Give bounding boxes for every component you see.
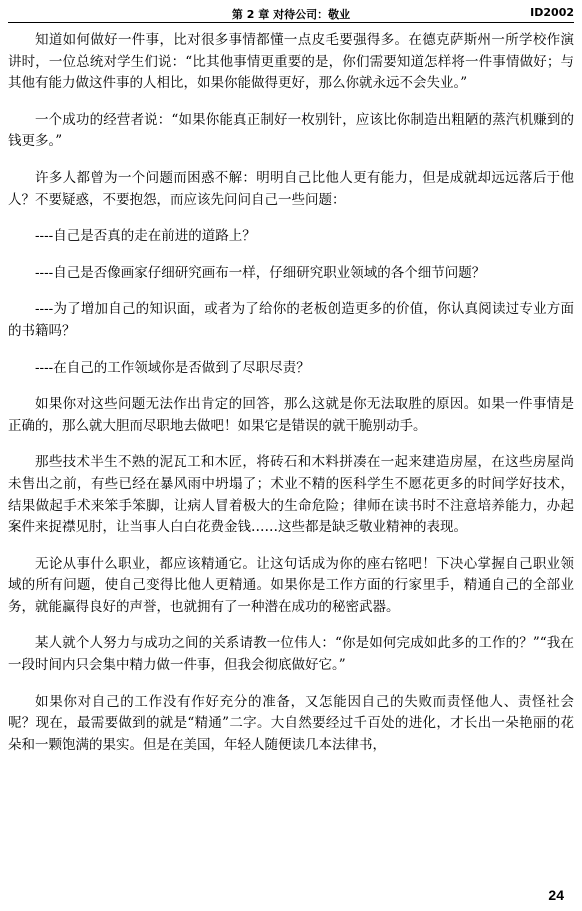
paragraph: 知道如何做好一件事，比对很多事情都懂一点皮毛要强得多。在德克萨斯州一所学校作演讲时，一位总统对学生们说：“比其他事情更重要的是，你们需要知道怎样将一件事情做好；与其他有能力做这件事的人相比，如果你能做得更好，那么你就永远不会失业。” xyxy=(8,32,574,92)
paragraph: 那些技术半生不熟的泥瓦工和木匠，将砖石和木料拼凑在一起来建造房屋，在这些房屋尚未售出之前，有些已经在暴风雨中坍塌了；术业不精的医科学生不愿花更多的时间学好技术，结果做起手术来笨手笨脚，让病人冒着极大的生命危险；律师在读书时不注意培养能力，办起案件来捉襟见肘，让当事人白白花费金钱……这些都是缺乏敬业精神的表现。 xyxy=(8,454,574,536)
paragraph: 如果你对自己的工作没有作好充分的准备，又怎能因自己的失败而责怪他人、责怪社会呢？现在，最需要做到的就是“精通”二字。大自然要经过千百处的进化，才长出一朵艳丽的花朵和一颗饱满的果实。但是在美国，年轻人随便读几本法律书， xyxy=(8,693,574,753)
paragraph: 某人就个人努力与成功之间的关系请教一位伟人：“你是如何完成如此多的工作的？”“我在一段时间内只会集中精力做一件事，但我会彻底做好它。” xyxy=(8,635,574,674)
paragraph: 无论从事什么职业，都应该精通它。让这句话成为你的座右铭吧！下决心掌握自己职业领域的所有问题，使自己变得比他人更精通。如果你是工作方面的行家里手，精通自己的全部业务，就能赢得良好的声誉，也就拥有了一种潜在成功的秘密武器。 xyxy=(8,555,574,615)
paragraph: 许多人都曾为一个问题而困惑不解：明明自己比他人更有能力，但是成就却远远落后于他人？不要疑惑，不要抱怨，而应该先问问自己一些问题： xyxy=(8,169,574,208)
question-item: ----自己是否像画家仔细研究画布一样，仔细研究职业领域的各个细节问题？ xyxy=(35,264,486,281)
document-id: ID2002 xyxy=(530,6,574,19)
question-item: ----自己是否真的走在前进的道路上？ xyxy=(35,228,256,245)
body-text xyxy=(8,30,574,771)
chapter-title: 第 2 章 对待公司：敬业 xyxy=(231,8,351,21)
page-header xyxy=(8,2,574,23)
paragraph: 一个成功的经营者说：“如果你能真正制好一枚别针，应该比你制造出粗陋的蒸汽机赚到的钱更多。” xyxy=(8,111,574,150)
page-number: 24 xyxy=(548,887,564,903)
paragraph: 如果你对这些问题无法作出肯定的回答，那么这就是你无法取胜的原因。如果一件事情是正确的，那么就大胆而尽职地去做吧！如果它是错误的就干脆别动手。 xyxy=(8,396,574,434)
question-item: ----为了增加自己的知识面，或者为了给你的老板创造更多的价值，你认真阅读过专业方面的书籍吗？ xyxy=(8,301,574,339)
question-item: ----在自己的工作领域你是否做到了尽职尽责？ xyxy=(35,359,310,376)
